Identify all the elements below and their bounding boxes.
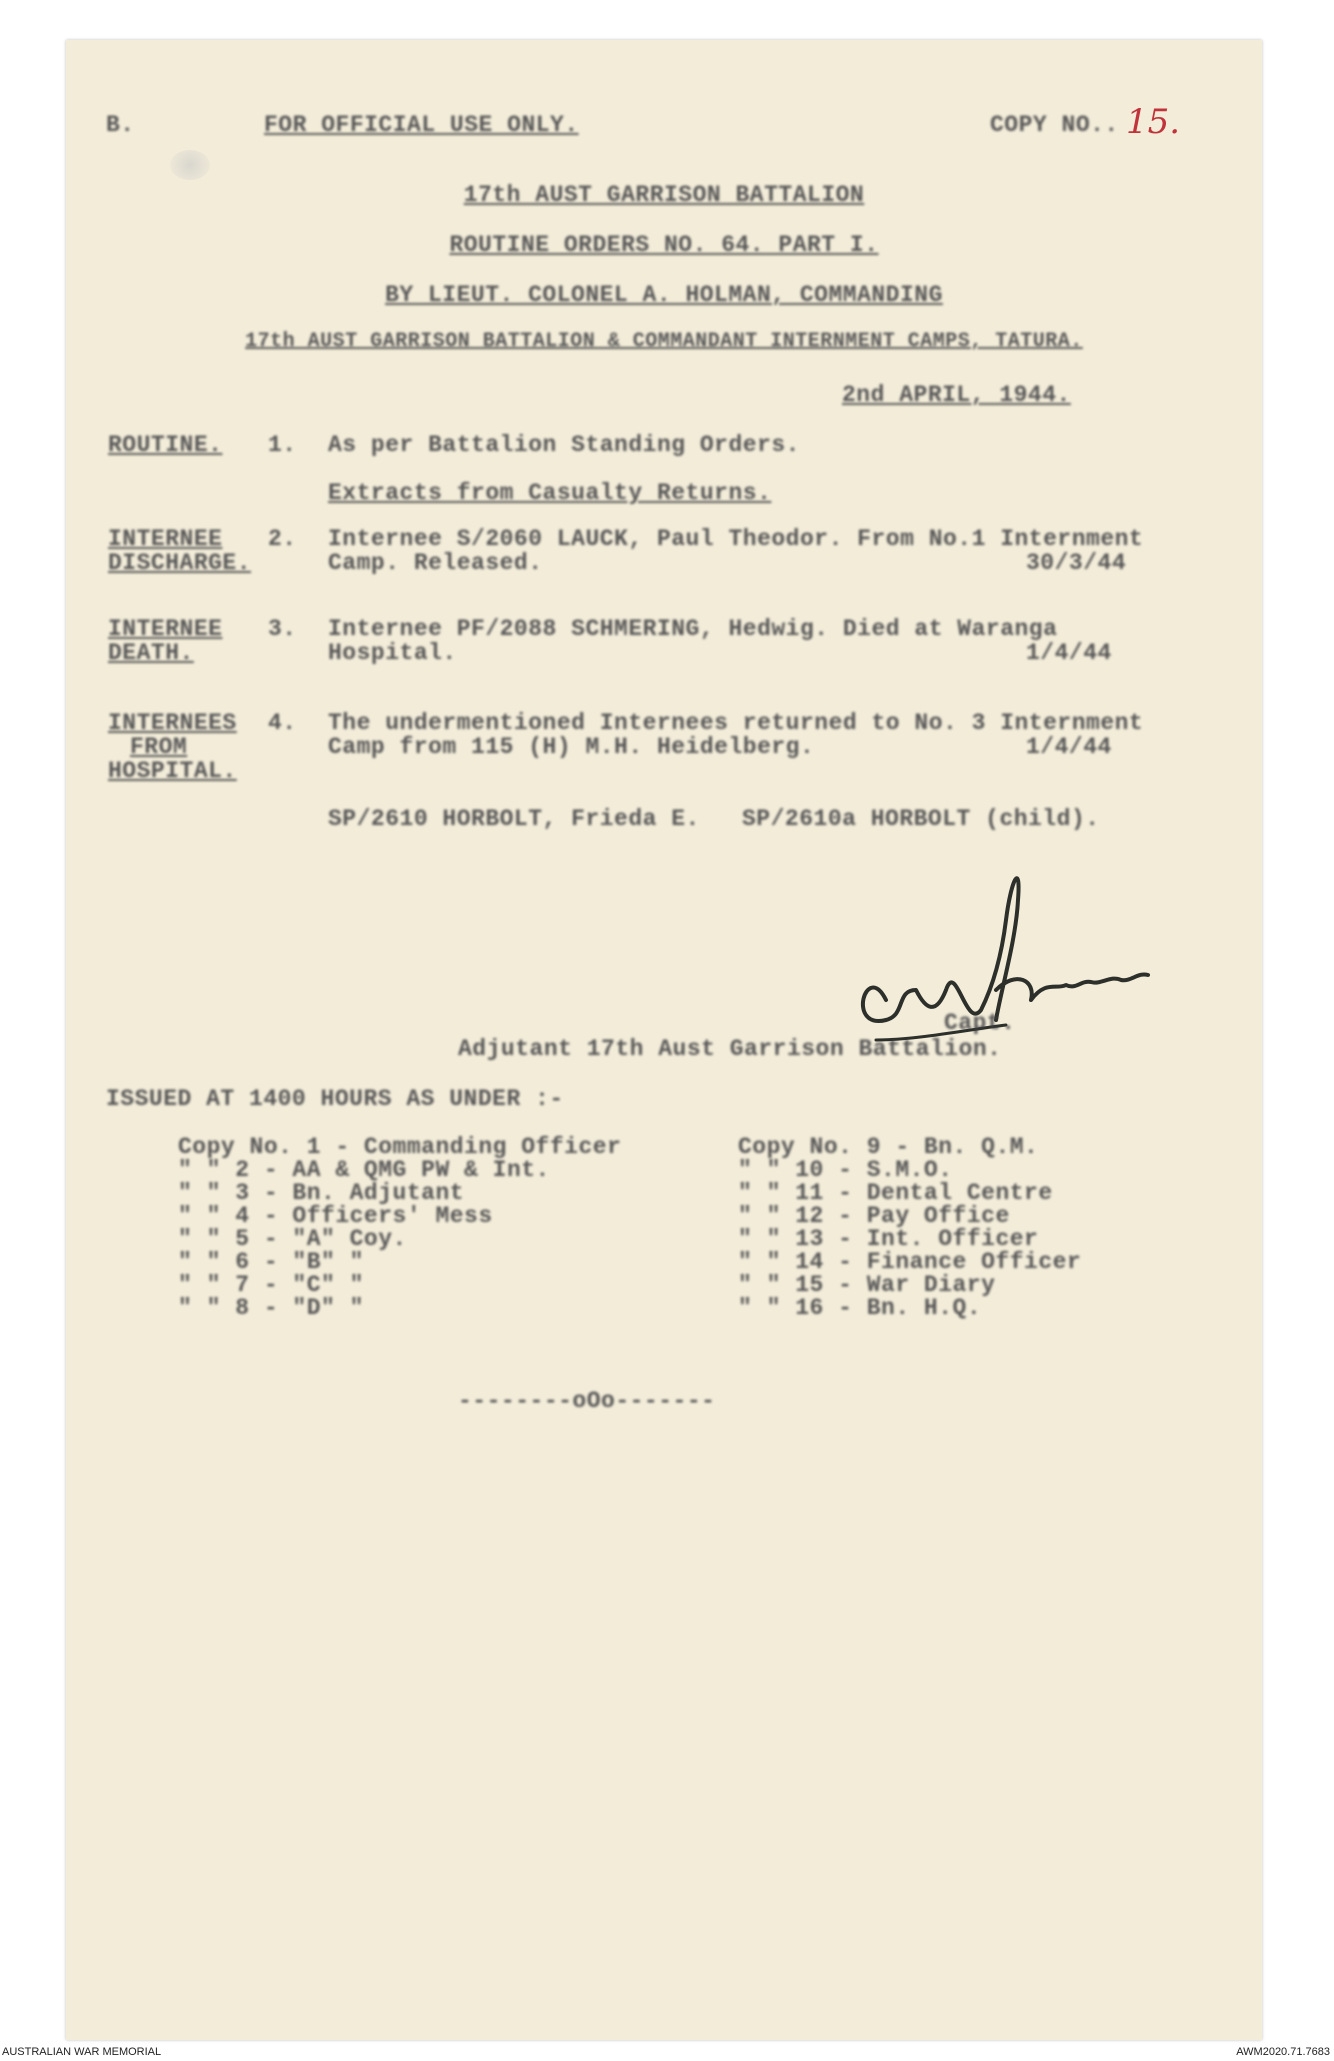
- entry-text: Camp. Released.: [328, 550, 543, 576]
- end-mark: --------oOo-------: [458, 1388, 716, 1414]
- signature-title: Adjutant 17th Aust Garrison Battalion.: [458, 1036, 1002, 1062]
- entry-text: The undermentioned Internees returned to No. 3 Internment: [328, 710, 1144, 736]
- entry-heading: HOSPITAL.: [108, 758, 237, 784]
- entry-text: Internee PF/2088 SCHMERING, Hedwig. Died at Waranga: [328, 616, 1058, 642]
- distribution-item: " " 6 - "B" ": [178, 1249, 364, 1275]
- distribution-item: " " 8 - "D" ": [178, 1295, 364, 1321]
- distribution-item: " " 4 - Officers' Mess: [178, 1203, 493, 1229]
- entry-text: Internee S/2060 LAUCK, Paul Theodor. From No.1 Internment: [328, 526, 1144, 552]
- order-date: 2nd APRIL, 1944.: [842, 382, 1071, 408]
- distribution-intro: ISSUED AT 1400 HOURS AS UNDER :-: [106, 1086, 564, 1112]
- entry-date: 1/4/44: [1026, 640, 1112, 666]
- entry-heading: ROUTINE.: [108, 432, 223, 458]
- distribution-item: " " 13 - Int. Officer: [738, 1226, 1039, 1252]
- entry-heading: FROM: [130, 734, 188, 760]
- entry-heading: DEATH.: [108, 640, 194, 666]
- left-mark: B.: [106, 112, 135, 138]
- smudge-mark: [170, 150, 210, 180]
- entry-text: Camp from 115 (H) M.H. Heidelberg.: [328, 734, 815, 760]
- entry-number: 4.: [268, 710, 297, 736]
- document-page: [66, 40, 1262, 2040]
- entry-date: 1/4/44: [1026, 734, 1112, 760]
- distribution-item: Copy No. 1 - Commanding Officer: [178, 1134, 622, 1160]
- distribution-item: " " 2 - AA & QMG PW & Int.: [178, 1157, 550, 1183]
- entry-heading: INTERNEE: [108, 616, 223, 642]
- distribution-list-right: [738, 1134, 1082, 1321]
- distribution-item: " " 5 - "A" Coy.: [178, 1226, 407, 1252]
- distribution-item: " " 14 - Finance Officer: [738, 1249, 1082, 1275]
- copy-label: COPY NO..: [990, 112, 1119, 138]
- distribution-list-left: [178, 1134, 622, 1321]
- distribution-item: " " 16 - Bn. H.Q.: [738, 1295, 982, 1321]
- command-line: 17th AUST GARRISON BATTALION & COMMANDANT INTERNMENT CAMPS, TATURA.: [245, 330, 1083, 353]
- entry-text: As per Battalion Standing Orders.: [328, 432, 800, 458]
- entry-heading: DISCHARGE.: [108, 550, 252, 576]
- distribution-item: " " 15 - War Diary: [738, 1272, 996, 1298]
- entry-number: 3.: [268, 616, 297, 642]
- footer-left: AUSTRALIAN WAR MEMORIAL: [2, 2046, 162, 2058]
- distribution-item: Copy No. 9 - Bn. Q.M.: [738, 1134, 1039, 1160]
- internee-name: SP/2610a HORBOLT (child).: [742, 806, 1100, 832]
- entry-number: 1.: [268, 432, 297, 458]
- distribution-item: " " 12 - Pay Office: [738, 1203, 1010, 1229]
- entry-text: Hospital.: [328, 640, 457, 666]
- entry-subheading: Extracts from Casualty Returns.: [328, 480, 772, 506]
- entry-heading: INTERNEES: [108, 710, 237, 736]
- classification: FOR OFFICIAL USE ONLY.: [264, 112, 579, 138]
- footer-right: AWM2020.71.7683: [1236, 2046, 1330, 2058]
- signature-rank: Capt.: [944, 1010, 1016, 1036]
- distribution-item: " " 11 - Dental Centre: [738, 1180, 1053, 1206]
- distribution-item: " " 10 - S.M.O.: [738, 1157, 953, 1183]
- distribution-item: " " 7 - "C" ": [178, 1272, 364, 1298]
- distribution-item: " " 3 - Bn. Adjutant: [178, 1180, 465, 1206]
- unit-title: 17th AUST GARRISON BATTALION: [463, 182, 865, 208]
- entry-date: 30/3/44: [1026, 550, 1127, 576]
- by-line: BY LIEUT. COLONEL A. HOLMAN, COMMANDING: [385, 282, 943, 308]
- entry-heading: INTERNEE: [108, 526, 223, 552]
- entry-number: 2.: [268, 526, 297, 552]
- orders-title: ROUTINE ORDERS NO. 64. PART I.: [449, 232, 879, 258]
- internee-name: SP/2610 HORBOLT, Frieda E.: [328, 806, 700, 832]
- copy-number: 15.: [1126, 102, 1181, 142]
